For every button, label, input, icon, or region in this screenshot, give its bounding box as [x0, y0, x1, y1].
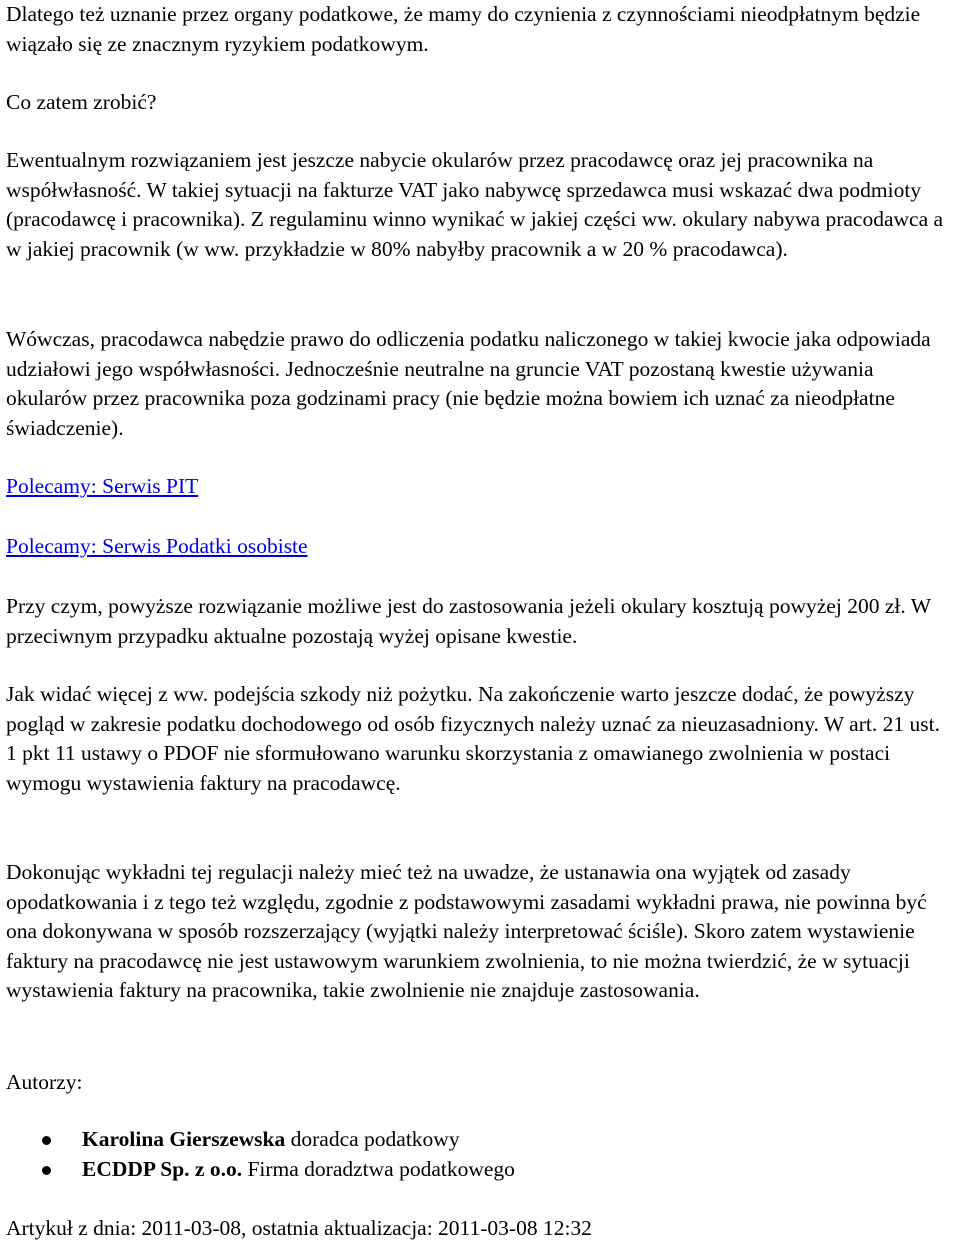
paragraph-interpretation: Dokonując wykładni tej regulacji należy mieć też na uwadze, że ustanawia ona wyjątek od zasady opodatkowania i z tego też względu, zgodnie z podstawowymi zasadami wykładni prawa, nie powinna być ona dokonywana w sposób rozszerzający (wyjątki należy interpretować ściśle). Skoro zatem wystawienie faktury na pracodawcę nie jest ustawowym warunkiem zwolnienia, to nie można twierdzić, że w sytuacji wystawienia faktury na pracownika, takie zwolnienie nie znajduje zastosowania. [6, 860, 927, 1002]
authors-list [6, 1125, 956, 1184]
serwis-podatki-osobiste-link[interactable]: Polecamy: Serwis Podatki osobiste [6, 534, 308, 558]
paragraph-threshold: Przy czym, powyższe rozwiązanie możliwe jest do zastosowania jeżeli okulary kosztują powyżej 200 zł. W przeciwnym przypadku aktualne pozostają wyżej opisane kwestie. [6, 594, 931, 648]
author-role: Firma doradztwa podatkowego [242, 1156, 515, 1181]
paragraph-conclusion: Jak widać więcej z ww. podejścia szkody niż pożytku. Na zakończenie warto jeszcze dodać, że powyższy pogląd w zakresie podatku dochodowego od osób fizycznych należy uznać za nieuzasadniony. W art. 21 ust. 1 pkt 11 ustawy o PDOF nie sformułowano warunku skorzystania z omawianego zwolnienia w postaci wymogu wystawienia faktury na pracodawcę. [6, 682, 940, 795]
article-dates: Artykuł z dnia: 2011-03-08, ostatnia aktualizacja: 2011-03-08 12:32 [6, 1216, 592, 1240]
serwis-pit-link[interactable]: Polecamy: Serwis PIT [6, 474, 199, 498]
link-paragraph-podatki [6, 532, 956, 562]
authors-heading: Autorzy: [6, 1070, 83, 1094]
paragraph-intro: Dlatego też uznanie przez organy podatkowe, że mamy do czynienia z czynnościami nieodpłatnym będzie wiązało się ze znacznym ryzykiem podatkowym. [6, 2, 921, 56]
link-paragraph-pit [6, 472, 956, 502]
author-name: ECDDP Sp. z o.o. [82, 1156, 243, 1181]
bullet-icon [42, 1136, 51, 1145]
author-role: doradca podatkowy [285, 1127, 460, 1151]
paragraph-coownership: Ewentualnym rozwiązaniem jest jeszcze nabycie okularów przez pracodawcę oraz jej pracownika na współwłasność. W takiej sytuacji na fakturze VAT jako nabywcę sprzedawca musi wskazać dwa podmioty (pracodawcę i pracownika). Z regulaminu winno wynikać w jakiej części ww. okulary nabywa pracodawca a w jakiej pracownik (w ww. przykładzie w 80% nabyłby pracownik a w 20 % pracodawca). [6, 148, 944, 261]
bullet-icon [42, 1166, 51, 1175]
author-item [6, 1125, 956, 1155]
section-question: Co zatem zrobić? [6, 90, 157, 114]
paragraph-vat-deduction: Wówczas, pracodawca nabędzie prawo do odliczenia podatku naliczonego w takiej kwocie jaka odpowiada udziałowi jego współwłasności. Jednocześnie neutralne na gruncie VAT pozostaną kwestie używania okularów przez pracownika poza godzinami pracy (nie będzie można bowiem ich uznać za nieodpłatne świadczenie). [6, 327, 931, 440]
author-name: Karolina Gierszewska [82, 1127, 286, 1151]
author-item [6, 1155, 956, 1185]
